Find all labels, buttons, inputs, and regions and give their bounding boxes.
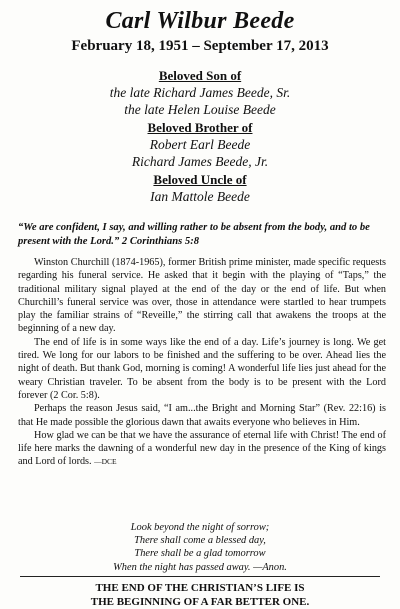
deceased-name: Carl Wilbur Beede	[105, 8, 295, 34]
relation-brother	[0, 120, 400, 170]
relation-uncle-line: Ian Mattole Beede	[150, 189, 250, 204]
message-paragraph-text: How glad we can be that we have the assurance of eternal life with Christ! The end of life here marks the dawning of a wonderful new day in the presence of the King of kings and Lord of lords.	[18, 429, 386, 468]
scripture-verse: “We are confident, I say, and willing rather to be absent from the body, and to be present with the Lord.” 2 Corinthians 5:8	[18, 222, 370, 247]
closing-statement	[0, 581, 400, 609]
divider-rule	[20, 576, 380, 577]
relation-uncle	[0, 172, 400, 205]
message-paragraph: Perhaps the reason Jesus said, “I am...the Bright and Morning Star” (Rev. 22:16) is that He made possible the glorious dawn that awaits everyone who believes in Him.	[18, 403, 386, 428]
relation-brother-heading: Beloved Brother of	[147, 120, 253, 135]
relation-son-line: the late Helen Louise Beede	[124, 102, 276, 117]
message-body	[18, 256, 386, 469]
relation-brother-line: Richard James Beede, Jr.	[131, 154, 269, 169]
poem-line: There shall come a blessed day,	[134, 535, 266, 547]
poem-line: There shall be a glad tomorrow	[134, 548, 266, 560]
closing-line: THE END OF THE CHRISTIAN’S LIFE IS	[95, 582, 305, 594]
poem	[0, 521, 400, 574]
life-dates: February 18, 1951 – September 17, 2013	[71, 38, 329, 54]
closing-line: THE BEGINNING OF A FAR BETTER ONE.	[90, 596, 310, 608]
poem-line: When the night has passed away. —Anon.	[113, 561, 287, 573]
author-signature: —DCE	[94, 457, 117, 467]
relation-son	[0, 68, 400, 118]
poem-line: Look beyond the night of sorrow;	[130, 522, 270, 533]
relation-son-line: the late Richard James Beede, Sr.	[109, 85, 291, 100]
relation-brother-line: Robert Earl Beede	[149, 137, 251, 152]
message-paragraph: The end of life is in some ways like the end of a day. Life’s journey is long. We get tired. We long for our labors to be finished and the suffering to be over. Ahead lies the night of death. But thank God, morning is coming! A wonderful life lies just ahead for the weary Christian traveler. To be absent from the body is to be present with the Lord forever (2 Cor. 5:8).	[18, 336, 386, 401]
message-paragraph-last	[18, 429, 386, 469]
relation-son-heading: Beloved Son of	[158, 68, 242, 83]
relation-uncle-heading: Beloved Uncle of	[153, 172, 247, 187]
message-paragraph: Winston Churchill (1874-1965), former British prime minister, made specific requests regarding his funeral service. He asked that it begin with the playing of “Taps,” the traditional military signal played at the end of the day or the end of life. But when Churchill’s funeral service was over, those in attendance were startled to hear trumpets play the familiar strains of “Reveille,” the stirring call that awakens the troops at the beginning of a new day.	[18, 257, 386, 335]
